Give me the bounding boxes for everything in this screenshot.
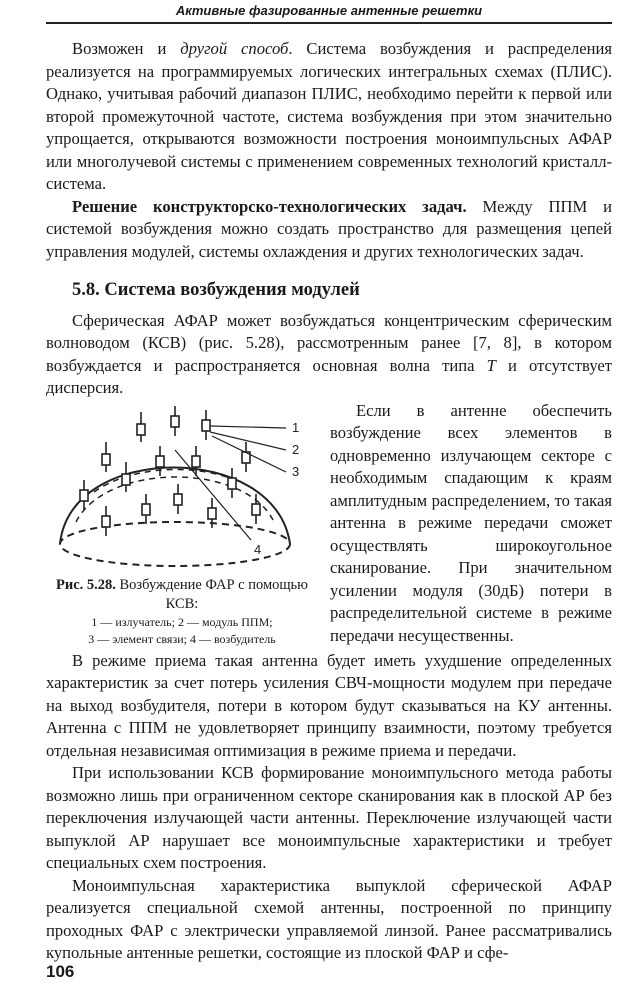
radiator-element <box>228 468 236 498</box>
paragraph-1: Возможен и другой способ. Система возбуждения и распределения реализуется на программируемых логических интегральных схемах (ПЛИС). Однако, учитывая рабочий диапазон ПЛИС, необходимо перейти к первой или второй промежуточной частоте, система возбуждения при этом значительно упрощается, открываются возможности построения моноимпульсных АФАР или многолучевой системы с применением современных технологий кристалл-система. <box>46 39 612 193</box>
radiator-element <box>137 412 145 442</box>
section-title: 5.8. Система возбуждения модулей <box>72 280 360 300</box>
paragraph-5: В режиме приема такая антенна будет иметь ухудшение определенных характеристик за счет потерь усиления СВЧ-мощности модулем при передаче на выход возбудителя, потери в котором будут сказываться на КУ антенны. Антенна с ППМ не удовлетворяет принципу взаимности, поэтому требуется отдельная независимая оптимизация в режиме приема и передачи. <box>46 650 612 760</box>
radiator-element <box>102 506 110 536</box>
paragraph-4: Если в антенне обеспечить возбуждение всех элементов в одновременно излучающем секторе с необходимым спадающим к краям амплитудным распределением, то такая антенна в режиме передачи сможет осуществлять широкоугольное сканирование. При значительном усилении модуля (30дБ) потери в распределительной системе в режиме передачи несущественны. <box>330 400 612 645</box>
radiator-element <box>156 446 164 476</box>
callout-4: 4 <box>254 541 262 557</box>
callout-2: 2 <box>292 441 300 457</box>
page-number: 106 <box>46 962 75 981</box>
radiator-element <box>242 442 250 472</box>
callout-1: 1 <box>292 419 300 435</box>
paragraph-7: Моноимпульсная характеристика выпуклой сферической АФАР реализуется специальной схемой антенны, построенной по принципу проходных ФАР с электрически управляемой линзой. Ранее рассматривались купольные антенные решетки, состоящие из плоской ФАР и сфе- <box>46 875 612 962</box>
radiator-element <box>80 480 88 510</box>
callout-3: 3 <box>292 463 300 479</box>
page-body <box>46 38 612 965</box>
dome-antenna-diagram <box>46 402 318 574</box>
radiator-element <box>142 494 150 524</box>
figure-5-28 <box>46 402 318 648</box>
radiator-element <box>252 494 260 524</box>
radiator-element <box>202 410 210 440</box>
radiator-element <box>171 406 179 436</box>
running-header: Активные фазированные антенные решетки <box>46 0 612 24</box>
figure-caption: Рис. 5.28. Возбуждение ФАР с помощью КСВ: <box>55 576 308 612</box>
figure-legend: 1 — излучатель; 2 — модуль ППМ; 3 — элемент связи; 4 — возбудитель <box>88 614 276 646</box>
paragraph-3: Сферическая АФАР может возбуждаться концентрическим сферическим волноводом (КСВ) (рис. 5.28), рассмотренным ранее [7, 8], в котором возбуждается и распространяется основная волна типа T и отсутствует дисперсия. <box>46 310 613 397</box>
radiator-element <box>122 462 130 492</box>
radiator-element <box>102 442 110 472</box>
paragraph-2: Решение конструкторско-технологических задач. Между ППМ и системой возбуждения можно создать пространство для размещения цепей управления модулей, системы охлаждения и других технологических задач. <box>46 196 612 261</box>
radiator-element <box>174 484 182 514</box>
paragraph-6: При использовании КСВ формирование моноимпульсного метода работы возможно лишь при ограниченном секторе сканирования как в плоской АР без переключения излучающей части антенны. Переключение излучающей части выпуклой АР нарушает все моноимпульсные характеристики и требует специальных схем построения. <box>46 763 612 872</box>
